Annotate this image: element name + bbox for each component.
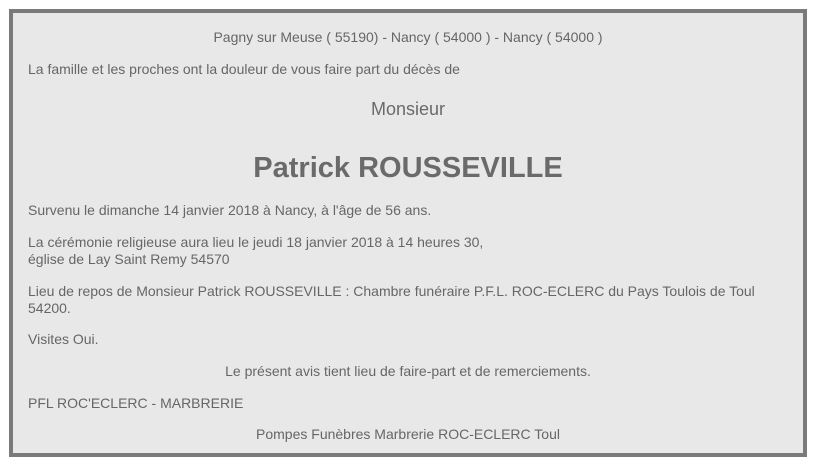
ceremony-line-2: église de Lay Saint Remy 54570	[28, 251, 230, 267]
obituary-notice	[9, 9, 807, 457]
rest-place-text: Lieu de repos de Monsieur Patrick ROUSSEVILLE : Chambre funéraire P.F.L. ROC-ECLERC du Pays Toulois de Toul 54200.	[28, 283, 755, 316]
intro-text: La famille et les proches ont la douleur de vous faire part du décès de	[28, 61, 460, 77]
deceased-name: Patrick ROUSSEVILLE	[253, 152, 563, 184]
civility-title: Monsieur	[370, 99, 446, 119]
death-info: Survenu le dimanche 14 janvier 2018 à Nancy, à l'âge de 56 ans.	[28, 202, 432, 218]
company-full: Pompes Funèbres Marbrerie ROC-ECLERC Toul	[256, 426, 560, 442]
locations-line: Pagny sur Meuse ( 55190) - Nancy ( 54000 ) - Nancy ( 54000 )	[213, 29, 603, 45]
ceremony-line-1: La cérémonie religieuse aura lieu le jeudi 18 janvier 2018 à 14 heures 30,	[28, 234, 484, 250]
thanks-text: Le présent avis tient lieu de faire-part et de remerciements.	[225, 363, 591, 379]
visits-text: Visites Oui.	[28, 331, 99, 347]
company-short: PFL ROC'ECLERC - MARBRERIE	[28, 395, 244, 411]
